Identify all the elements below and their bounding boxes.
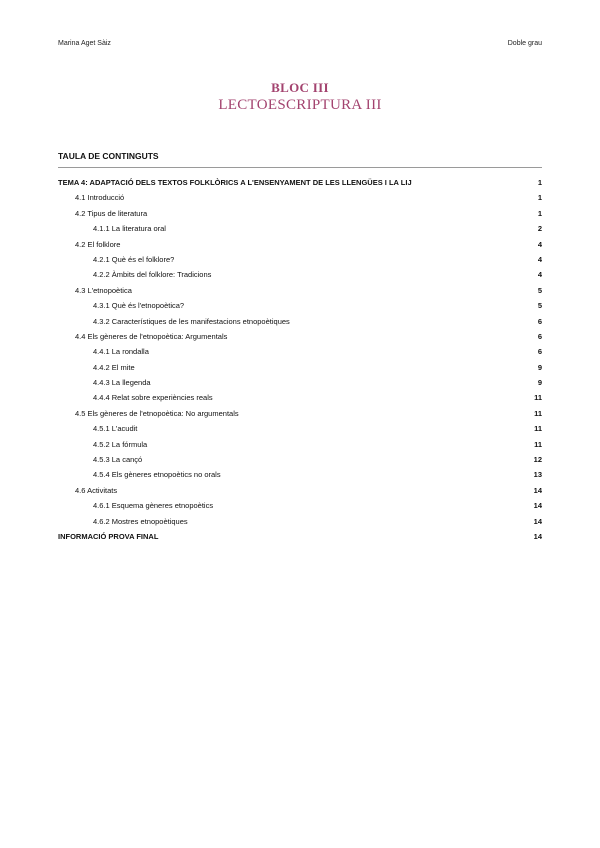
toc-entry[interactable] [58,209,542,224]
toc-entry-page: 4 [537,254,542,264]
toc-entry-title: 4.4.1 La rondalla [93,347,149,357]
toc-entry-title: 4.3.1 Què és l'etnopoètica? [93,301,185,311]
toc-entry[interactable] [58,240,542,255]
toc-entry-page: 4 [537,270,542,280]
toc-entry-page: 2 [537,224,542,234]
toc-entry[interactable] [58,347,542,362]
toc-entry-page: 11 [534,439,542,449]
toc-entry[interactable] [58,224,542,239]
toc-entry-title: 4.5.1 L'acudit [93,424,138,434]
toc-entry-page: 6 [537,331,542,341]
toc-entry[interactable] [58,517,542,532]
toc-entry-title: INFORMACIÓ PROVA FINAL [58,531,159,541]
toc-entry[interactable] [58,332,542,347]
toc-entry-page: 5 [537,285,542,295]
toc-entry-title: 4.3 L'etnopoètica [75,285,132,295]
header-author: Marina Aget Sàiz [58,40,111,47]
toc-entry-title: 4.6 Activitats [75,485,118,495]
toc-entry-page: 9 [537,362,542,372]
toc-entry-title: 4.5.3 La cançó [93,455,143,465]
toc-entry[interactable] [58,424,542,439]
toc-entry[interactable] [58,317,542,332]
toc-entry-page: 1 [537,178,542,187]
toc-entry-title: 4.4.2 El mite [93,362,135,372]
toc-entry-page: 11 [534,393,542,403]
toc-entry[interactable] [58,470,542,485]
toc-entry-title: 4.4.4 Relat sobre experiències reals [93,393,213,403]
toc-entry[interactable] [58,286,542,301]
toc-entry-title: 4.2.1 Què és el folklore? [93,254,175,264]
toc-entry-title: TEMA 4: ADAPTACIÓ DELS TEXTOS FOLKLÒRICS A L'ENSENYAMENT DE LES LLENGÜES I LA LIJ [58,178,412,187]
toc-entry-title: 4.6.2 Mostres etnopoètiques [93,516,188,526]
toc-entry-page: 11 [534,424,542,434]
toc-entry-page: 6 [537,316,542,326]
toc-entry-page: 14 [533,516,542,526]
toc-entry-page: 6 [537,347,542,357]
toc-entry-page: 5 [537,301,542,311]
toc-entry-page: 14 [533,501,542,511]
toc-entry-page: 1 [537,208,542,218]
toc-entry-title: 4.6.1 Esquema gèneres etnopoètics [93,501,214,511]
toc-entry-title: 4.4.3 La llegenda [93,378,151,388]
table-of-contents [58,178,542,547]
toc-entry[interactable] [58,363,542,378]
toc-entry[interactable] [58,178,542,193]
toc-entry[interactable] [58,193,542,208]
toc-entry-page: 14 [533,531,542,541]
toc-entry[interactable] [58,501,542,516]
toc-entry-page: 13 [533,470,542,480]
toc-entry[interactable] [58,486,542,501]
subject-title: LECTOESCRIPTURA III [218,97,382,113]
toc-entry-page: 14 [533,485,542,495]
toc-entry-title: 4.5.4 Els gèneres etnopoètics no orals [93,470,221,480]
toc-entry-title: 4.3.2 Característiques de les manifestacions etnopoètiques [93,316,290,326]
toc-entry-page: 11 [534,408,542,418]
toc-entry[interactable] [58,378,542,393]
toc-entry-page: 12 [533,455,542,465]
toc-entry[interactable] [58,455,542,470]
toc-entry-page: 1 [537,193,542,203]
toc-entry[interactable] [58,532,542,547]
header-degree: Doble grau [507,40,542,47]
toc-entry-title: 4.1 Introducció [75,193,125,203]
toc-heading: TAULA DE CONTINGUTS [58,151,159,161]
toc-entry[interactable] [58,393,542,408]
toc-entry-title: 4.5 Els gèneres de l'etnopoètica: No argumentals [75,408,239,418]
toc-entry[interactable] [58,409,542,424]
toc-entry-title: 4.1.1 La literatura oral [93,224,166,234]
bloc-title: BLOC III [271,80,329,95]
toc-entry[interactable] [58,255,542,270]
toc-entry-title: 4.2 Tipus de literatura [75,208,148,218]
toc-entry-title: 4.5.2 La fórmula [93,439,148,449]
toc-entry-page: 9 [537,378,542,388]
toc-divider [58,167,542,168]
toc-entry[interactable] [58,301,542,316]
toc-entry-title: 4.4 Els gèneres de l'etnopoètica: Argumentals [75,331,228,341]
toc-entry[interactable] [58,270,542,285]
toc-entry-title: 4.2 El folklore [75,239,121,249]
toc-entry-page: 4 [537,239,542,249]
toc-entry[interactable] [58,440,542,455]
toc-entry-title: 4.2.2 Àmbits del folklore: Tradicions [93,270,212,280]
